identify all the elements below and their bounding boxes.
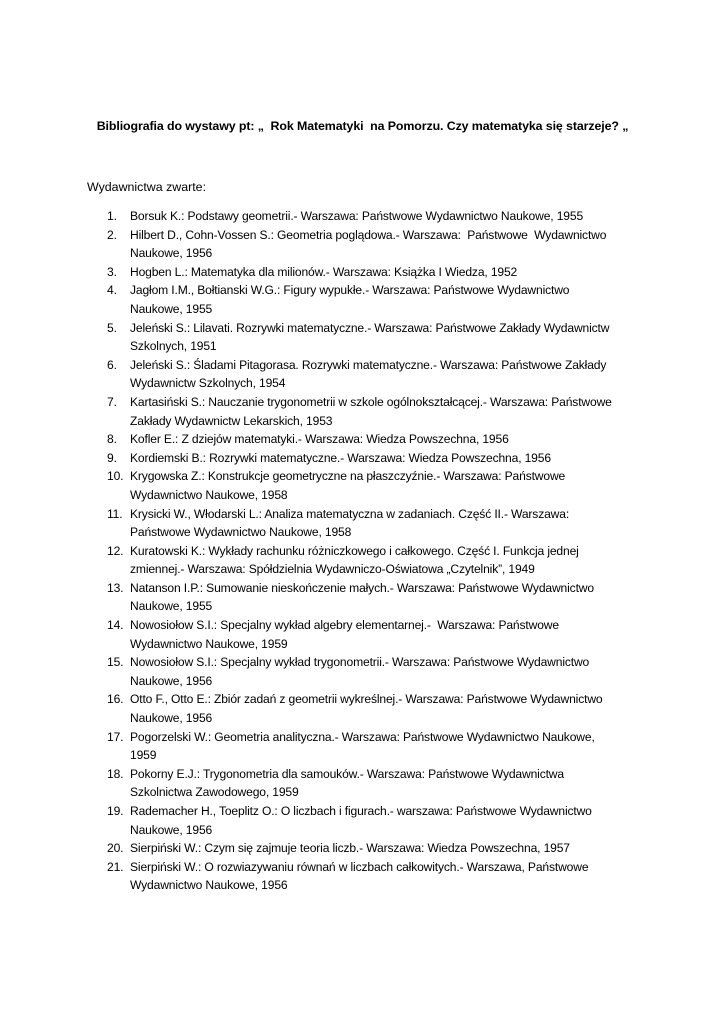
list-item-number: 21. [107,859,124,874]
list-item [87,802,647,839]
list-item-text-line: Borsuk K.: Podstawy geometrii.- Warszawa: Państwowe Wydawnictwo Naukowe, 1955 [130,209,584,223]
list-item-number: 5. [107,320,117,335]
list-item-text-line: Szkolnictwa Zawodowego, 1959 [130,785,299,800]
list-item [87,319,647,356]
list-item-text-line: Jeleński S.: Lilavati. Rozrywki matematyczne.- Warszawa: Państwowe Zakłady Wydawnictw [130,320,610,335]
list-item-number: 6. [107,357,117,372]
list-item-number: 11. [107,506,123,521]
list-item-text-line: Sierpiński W.: O rozwiazywaniu równań w liczbach całkowitych.- Warszawa, Państwowe [130,859,589,874]
list-item-text-line: Wydawnictwo Naukowe, 1956 [130,878,288,893]
list-item [87,542,647,579]
list-item-number: 10. [107,469,124,484]
list-item-number: 3. [107,264,117,279]
list-item-text-line: Szkolnych, 1951 [130,339,217,354]
list-item [87,765,647,802]
list-item-number: 8. [107,432,117,447]
list-item-text-line: Kuratowski K.: Wykłady rachunku różniczkowego i całkowego. Część I. Funkcja jednej [130,543,579,558]
list-item-text-line: Naukowe, 1956 [130,711,213,726]
list-item-number: 18. [107,766,124,781]
list-item-text-line: 1959 [130,748,157,763]
list-item-number: 19. [107,804,124,818]
list-item-number: 1. [107,209,117,223]
list-item-text-line: Krygowska Z.: Konstrukcje geometryczne na płaszczyźnie.- Warszawa: Państwowe [130,469,566,484]
list-item-text-line: Naukowe, 1956 [130,673,213,688]
list-item-text-line: Zakłady Wydawnictw Lekarskich, 1953 [130,413,333,428]
list-item-number: 12. [107,543,124,558]
list-item-number: 15. [107,655,124,670]
list-item-number: 7. [107,394,117,409]
list-item [87,226,647,263]
list-item [87,858,647,895]
list-item-text-line: Naukowe, 1956 [130,822,213,837]
bibliography-list [87,207,647,895]
list-item-text-line: Pokorny E.J.: Trygonometria dla samouków.- Warszawa: Państwowe Wydawnictwa [130,766,564,781]
list-item [87,616,647,653]
list-item [87,430,647,449]
list-item [87,690,647,727]
list-item [87,281,647,318]
list-item-text-line: Natanson I.P.: Sumowanie nieskończenie małych.- Warszawa: Państwowe Wydawnictwo [130,580,594,595]
list-item-text-line: Wydawnictw Szkolnych, 1954 [130,376,286,391]
list-item-text-line: Naukowe, 1955 [130,599,213,614]
list-item [87,449,647,468]
list-item [87,505,647,542]
document-title: Bibliografia do wystawy pt: „ Rok Matematyki na Pomorzu. Czy matematyka się starzeje? „ [96,119,629,133]
list-item [87,263,647,282]
list-item-text-line: zmiennej.- Warszawa: Spółdzielnia Wydawniczo-Oświatowa „Czytelnik”, 1949 [130,562,535,577]
list-item [87,207,647,226]
list-item-number: 14. [107,618,124,633]
list-item-text-line: Rademacher H., Toeplitz O.: O liczbach i figurach.- warszawa: Państwowe Wydawnictwo [130,804,592,818]
list-item-text-line: Naukowe, 1955 [130,301,213,316]
list-item-text-line: Hilbert D., Cohn-Vossen S.: Geometria poglądowa.- Warszawa: Państwowe Wydawnictwo [130,227,607,242]
list-item-text-line: Kartasiński S.: Nauczanie trygonometrii w szkole ogólnokształcącej.- Warszawa: Państwowe [130,394,612,409]
list-item-text-line: Sierpiński W.: Czym się zajmuje teoria liczb.- Warszawa: Wiedza Powszechna, 1957 [130,841,570,856]
list-item [87,579,647,616]
list-item-text-line: Nowosiołow S.I.: Specjalny wykład trygonometrii.- Warszawa: Państwowe Wydawnictwo [130,655,590,670]
list-item-text-line: Kofler E.: Z dziejów matematyki.- Warszawa: Wiedza Powszechna, 1956 [130,432,509,447]
list-item-text-line: Wydawnictwo Naukowe, 1958 [130,487,288,502]
list-item-number: 20. [107,841,124,856]
list-item-text-line: Hogben L.: Matematyka dla milionów.- Warszawa: Książka I Wiedza, 1952 [130,264,518,279]
list-item-number: 16. [107,692,124,707]
list-item-number: 17. [107,729,124,744]
list-item-text-line: Kordiemski B.: Rozrywki matematyczne.- Warszawa: Wiedza Powszechna, 1956 [130,450,551,465]
list-item-number: 2. [107,227,117,242]
list-item-text-line: Otto F., Otto E.: Zbiór zadań z geometrii wykreślnej.- Warszawa: Państwowe Wydawnictwo [130,692,603,707]
list-item-text-line: Krysicki W., Włodarski L.: Analiza matematyczna w zadaniach. Część II.- Warszawa: [130,506,570,521]
list-item-text-line: Naukowe, 1956 [130,246,213,261]
list-item [87,653,647,690]
list-item-text-line: Wydawnictwo Naukowe, 1959 [130,636,288,651]
list-item-text-line: Jagłom I.M., Bołtianski W.G.: Figury wypukłe.- Warszawa: Państwowe Wydawnictwo [130,283,570,298]
list-item-text-line: Państwowe Wydawnictwo Naukowe, 1958 [130,525,352,540]
list-item-number: 13. [107,580,124,595]
list-item-text-line: Nowosiołow S.I.: Specjalny wykład algebry elementarnej.- Warszawa: Państwowe [130,618,559,633]
list-item-number: 4. [107,283,117,298]
list-item [87,356,647,393]
list-item-number: 9. [107,450,117,465]
list-item [87,728,647,765]
list-item-text-line: Jeleński S.: Śladami Pitagorasa. Rozrywki matematyczne.- Warszawa: Państwowe Zakłady [130,357,607,372]
list-item-text-line: Pogorzelski W.: Geometria analityczna.- Warszawa: Państwowe Wydawnictwo Naukowe, [130,729,595,744]
list-item [87,467,647,504]
section-heading: Wydawnictwa zwarte: [87,180,207,194]
list-item [87,839,647,858]
list-item [87,393,647,430]
